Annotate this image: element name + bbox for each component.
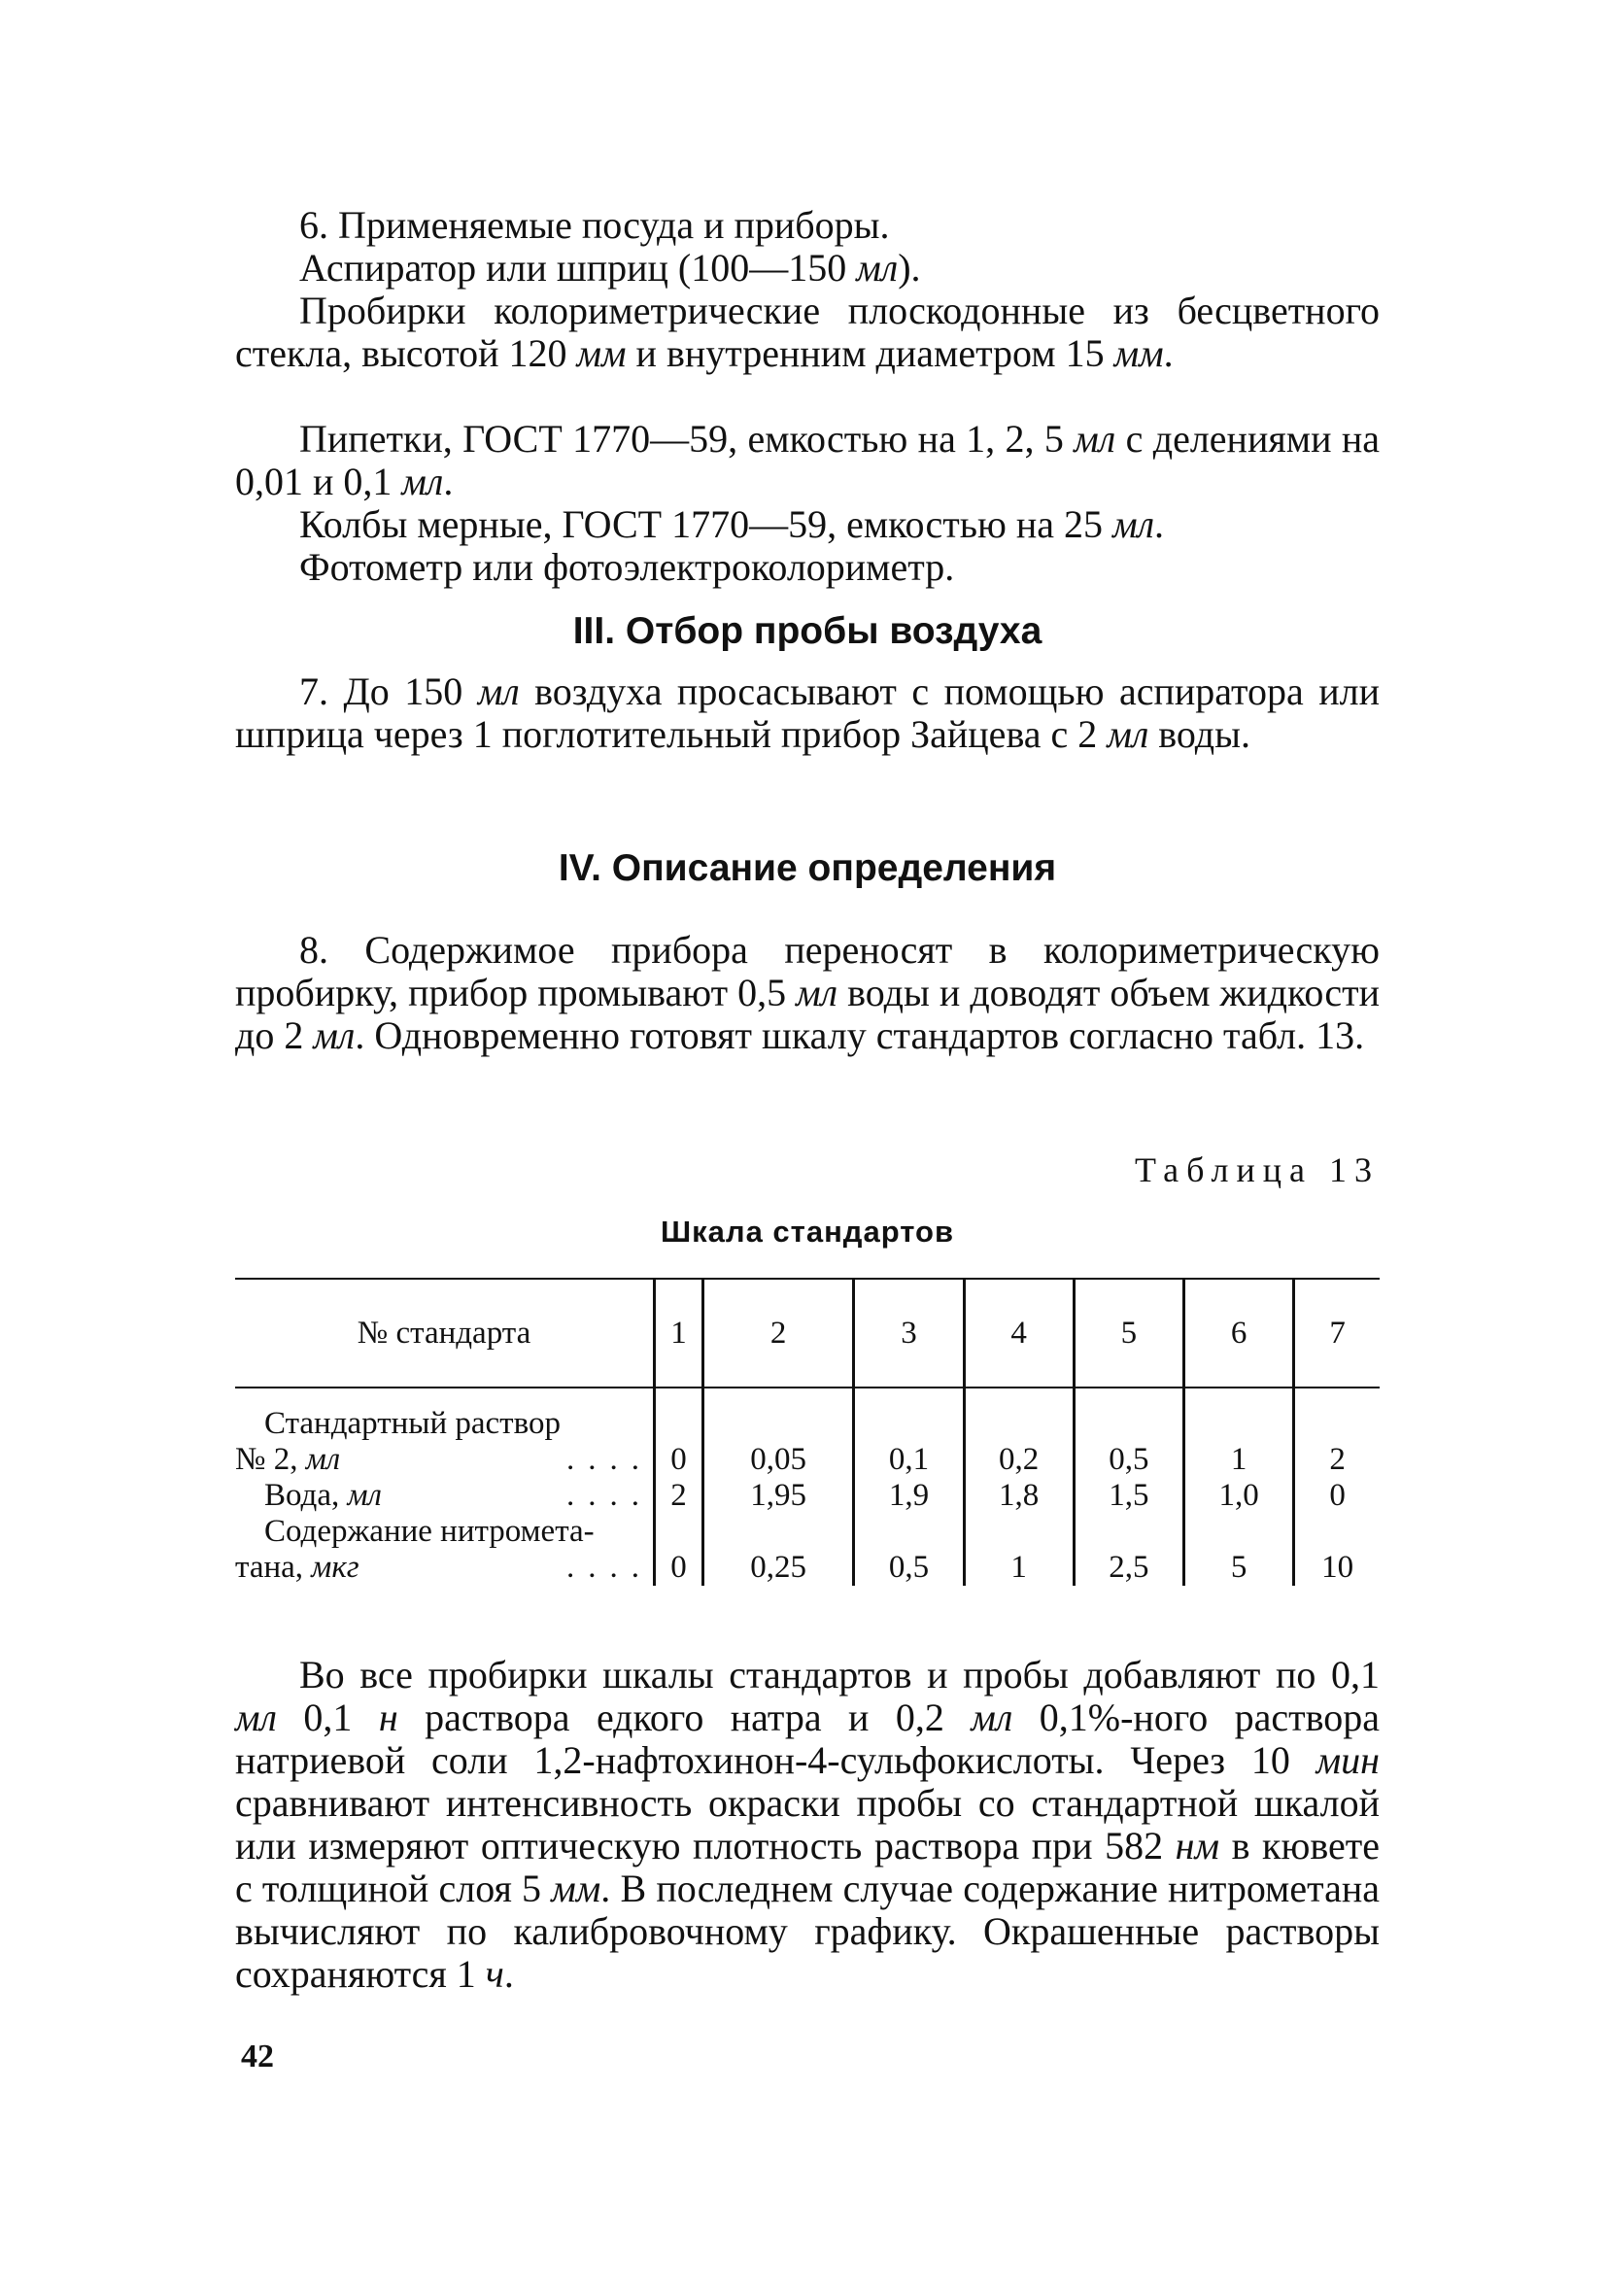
heading-sampling: III. Отбор пробы воздуха (572, 610, 1042, 652)
cell-r1-c6: 1 (1183, 1406, 1293, 1478)
row-label-standard-solution (235, 1406, 655, 1478)
header-col-1: 1 (655, 1279, 703, 1388)
section-6-pipettes: Пипетки, ГОСТ 1770—59, емкостью на 1, 2, 5 мл с делениями на 0,01 и 0,1 мл. (235, 417, 1381, 503)
cell-r3-c5: 2,5 (1074, 1514, 1183, 1586)
cell-r2-c7: 0 (1294, 1478, 1380, 1514)
heading-determination: IV. Описание определения (558, 847, 1057, 889)
row-label-water-text: Вода, мл .... (264, 1478, 653, 1513)
header-col-5: 5 (1074, 1279, 1183, 1388)
cell-r3-c4: 1 (964, 1514, 1074, 1586)
header-col-4: 4 (964, 1279, 1074, 1388)
header-col-2: 2 (702, 1279, 853, 1388)
section-6-title: 6. Применяемые посуда и приборы. (299, 203, 890, 247)
cell-r1-c5: 0,5 (1074, 1406, 1183, 1478)
section-6-photometer: Фотометр или фотоэлектроколориметр. (299, 545, 955, 589)
row-label-line-2: № 2, мл .... (235, 1442, 653, 1477)
cell-r2-c4: 1,8 (964, 1478, 1074, 1514)
row-label-water (235, 1478, 655, 1514)
table-row-water (235, 1478, 1380, 1514)
page-number: 42 (241, 2039, 274, 2074)
cell-r1-c3: 0,1 (854, 1406, 964, 1478)
table-row-standard-solution (235, 1406, 1380, 1478)
table-title: Шкала стандартов (660, 1215, 955, 1249)
cell-r3-c3: 0,5 (854, 1514, 964, 1586)
header-col-6: 6 (1183, 1279, 1293, 1388)
table-number: Таблица 13 (1135, 1150, 1380, 1189)
header-standard-label: № стандарта (235, 1279, 655, 1388)
section-6-flasks: Колбы мерные, ГОСТ 1770—59, емкостью на 25 мл. (299, 502, 1165, 546)
section-6-aspirator: Аспиратор или шприц (100—150 мл). (299, 246, 921, 290)
cell-r2-c1: 2 (655, 1478, 703, 1514)
cell-r2-c2: 1,95 (702, 1478, 853, 1514)
cell-r3-c6: 5 (1183, 1514, 1293, 1586)
row-label-line-1: Стандартный раствор (264, 1406, 561, 1441)
section-6-test-tubes: Пробирки колориметрические плоскодонные из бесцветного стекла, высотой 120 мм и внутренним диаметром 15 мм. (235, 289, 1380, 375)
cell-r1-c1: 0 (655, 1406, 703, 1478)
table-spacer (235, 1388, 1380, 1406)
row-label-nitromethane (235, 1514, 655, 1586)
table-row-nitromethane (235, 1514, 1380, 1586)
header-col-3: 3 (854, 1279, 964, 1388)
row-label-line-2: тана, мкг .... (235, 1550, 653, 1585)
cell-r2-c3: 1,9 (854, 1478, 964, 1514)
standards-table (235, 1278, 1380, 1586)
closing-paragraph: Во все пробирки шкалы стандартов и пробы добавляют по 0,1 мл 0,1 н раствора едкого натра и 0,2 мл 0,1%-ного раствора натриевой соли 1,2-нафтохинон-4-сульфокислоты. Через 10 мин сравнивают интенсивность окраски пробы со стандартной шкалой или измеряют оптическую плотность раствора при 582 нм в кювете с толщиной слоя 5 мм. В последнем случае содержание нитрометана вычисляют по калибровочному графику. Окрашенные растворы сохраняются 1 ч. (235, 1653, 1381, 1996)
cell-r3-c7: 10 (1294, 1514, 1380, 1586)
cell-r1-c7: 2 (1294, 1406, 1380, 1478)
cell-r3-c1: 0 (655, 1514, 703, 1586)
section-8-paragraph: 8. Содержимое прибора переносят в колориметрическую пробирку, прибор промывают 0,5 мл воды и доводят объем жидкости до 2 мл. Одновременно готовят шкалу стандартов согласно табл. 13. (235, 928, 1380, 1057)
row-label-line-1: Содержание нитромета- (264, 1514, 595, 1549)
cell-r2-c5: 1,5 (1074, 1478, 1183, 1514)
header-col-7: 7 (1294, 1279, 1380, 1388)
cell-r1-c4: 0,2 (964, 1406, 1074, 1478)
cell-r2-c6: 1,0 (1183, 1478, 1293, 1514)
table-header-row (235, 1279, 1380, 1388)
cell-r1-c2: 0,05 (702, 1406, 853, 1478)
section-7-paragraph: 7. До 150 мл воздуха просасывают с помощью аспиратора или шприца через 1 поглотительный прибор Зайцева с 2 мл воды. (235, 669, 1380, 756)
cell-r3-c2: 0,25 (702, 1514, 853, 1586)
